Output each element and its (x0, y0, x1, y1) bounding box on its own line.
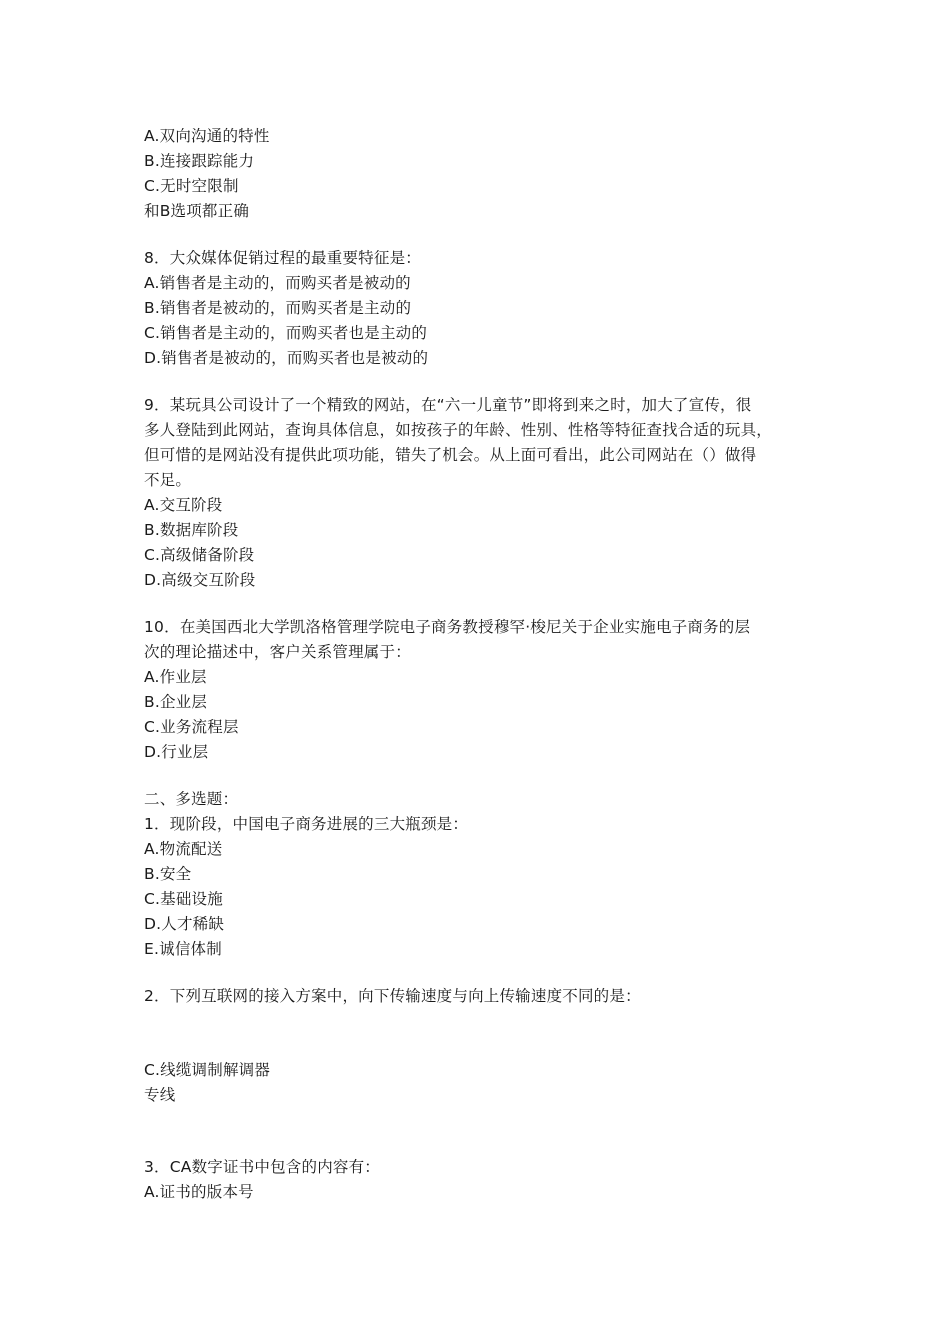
option-line: A.作业层 (144, 668, 207, 686)
question-line: 2．下列互联网的接入方案中，向下传输速度与向上传输速度不同的是： (144, 987, 641, 1005)
option-line: B.连接跟踪能力 (144, 152, 255, 170)
option-line: C.业务流程层 (144, 718, 239, 736)
option-line: D.销售者是被动的，而购买者也是被动的 (144, 349, 429, 367)
option-line: C.高级储备阶段 (144, 546, 255, 564)
option-line: A.交互阶段 (144, 496, 223, 514)
question-line: 10．在美国西北大学凯洛格管理学院电子商务教授穆罕·梭尼关于企业实施电子商务的层 (144, 618, 751, 636)
option-line: 和B选项都正确 (144, 202, 250, 220)
option-line: B.企业层 (144, 693, 208, 711)
option-line: D.行业层 (144, 743, 209, 761)
option-line: A.物流配送 (144, 840, 223, 858)
option-line: C.线缆调制解调器 (144, 1061, 271, 1079)
question-line: 但可惜的是网站没有提供此项功能，错失了机会。从上面可看出，此公司网站在（）做得 (144, 446, 757, 464)
option-line: 专线 (144, 1086, 176, 1104)
question-line: 9．某玩具公司设计了一个精致的网站，在“六一儿童节”即将到来之时，加大了宣传，很 (144, 396, 752, 414)
section-heading: 二、多选题： (144, 790, 239, 808)
question-line: 1．现阶段，中国电子商务进展的三大瓶颈是： (144, 815, 469, 833)
question-line: 次的理论描述中，客户关系管理属于： (144, 643, 411, 661)
option-line: D.高级交互阶段 (144, 571, 256, 589)
option-line: C.销售者是主动的，而购买者也是主动的 (144, 324, 428, 342)
question-line: 多人登陆到此网站，查询具体信息，如按孩子的年龄、性别、性格等特征查找合适的玩具， (144, 421, 773, 439)
option-line: C.基础设施 (144, 890, 223, 908)
option-line: A.销售者是主动的，而购买者是被动的 (144, 274, 411, 292)
question-line: 不足。 (144, 471, 192, 489)
option-line: B.销售者是被动的，而购买者是主动的 (144, 299, 412, 317)
option-line: D.人才稀缺 (144, 915, 225, 933)
question-line: 8．大众媒体促销过程的最重要特征是： (144, 249, 421, 267)
option-line: E.诚信体制 (144, 940, 222, 958)
option-line: A.证书的版本号 (144, 1183, 254, 1201)
question-line: 3．CA数字证书中包含的内容有： (144, 1158, 380, 1176)
option-line: A.双向沟通的特性 (144, 127, 270, 145)
option-line: B.数据库阶段 (144, 521, 239, 539)
option-line: B.安全 (144, 865, 192, 883)
option-line: C.无时空限制 (144, 177, 239, 195)
